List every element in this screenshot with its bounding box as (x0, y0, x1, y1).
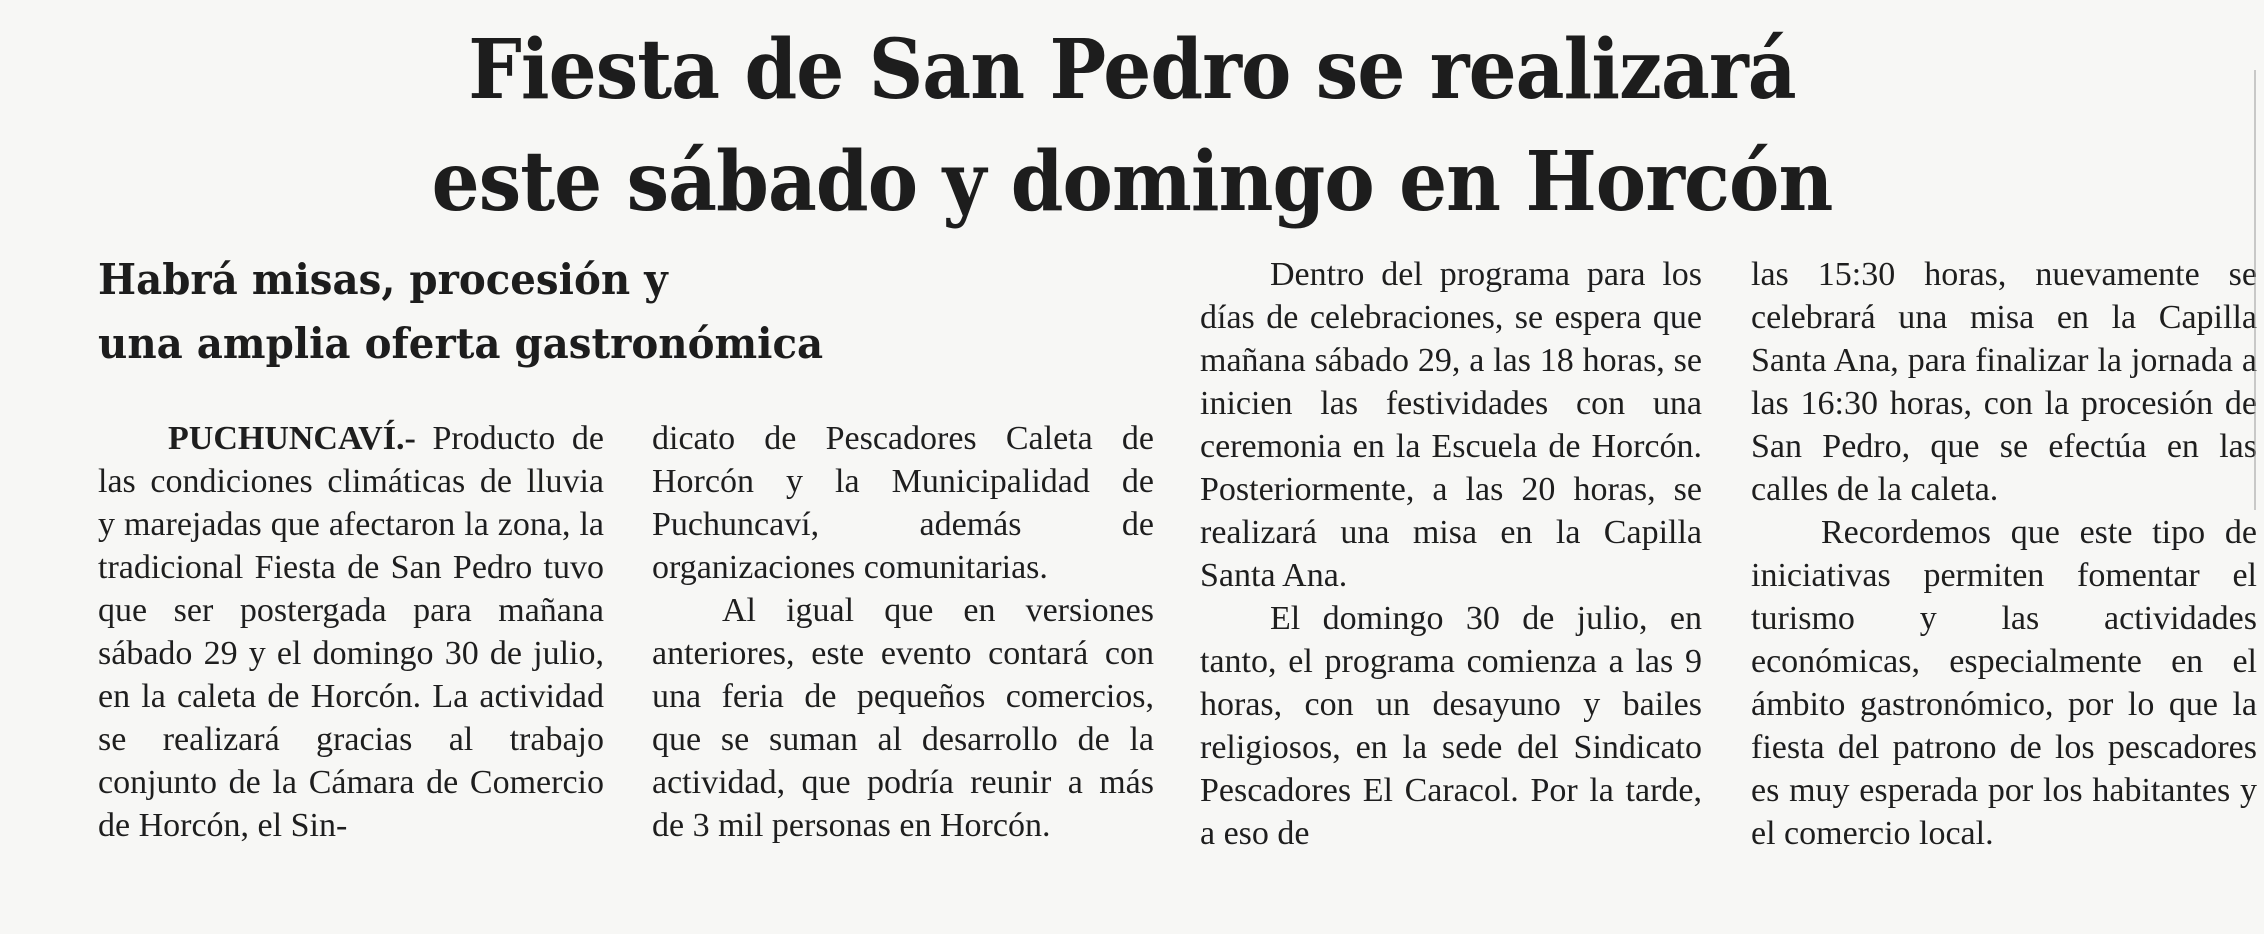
paragraph-2: Al igual que en versiones anteriores, este evento contará con una feria de pequeños comercios, que se suman al desarrollo de la actividad, que podría reunir a más de 3 mil personas en Horcón. (652, 592, 1154, 844)
headline (91, 14, 2174, 238)
article-column-1 (98, 417, 604, 847)
paragraph-4: El domingo 30 de julio, en tanto, el programa comienza a las 9 horas, con un desayuno y bailes religiosos, en la sede del Sindicato Pescadores El Caracol. Por la tarde, a eso de (1200, 600, 1702, 852)
paragraph-1-text: Producto de las condiciones climáticas de lluvia y marejadas que afectaron la zona, la tradicional Fiesta de San Pedro tuvo que ser postergada para mañana sábado 29 y el domingo 30 de julio, en la caleta de Horcón. La actividad se realizará gracias al trabajo conjunto de la Cámara de Comercio de Horcón, el Sin- (98, 420, 604, 844)
subheadline (98, 248, 1106, 376)
paragraph-5: Recordemos que este tipo de iniciativas permiten fomentar el turismo y las actividades económicas, especialmente en el ámbito gastronómico, por lo que la fiesta del patrono de los pescadores es muy esperada por los habitantes y el comercio local. (1751, 514, 2257, 852)
page-edge-divider (2254, 70, 2264, 510)
headline-line-2: este sábado y domingo en Horcón (431, 134, 1833, 230)
dateline: PUCHUNCAVÍ.- (168, 420, 416, 457)
paragraph-3: Dentro del programa para los días de celebraciones, se espera que mañana sábado 29, a las 18 horas, se inicien las festividades con una ceremonia en la Escuela de Horcón. Posteriormente, a las 20 horas, se realizará una misa en la Capilla Santa Ana. (1200, 256, 1702, 594)
headline-line-1: Fiesta de San Pedro se realizará (468, 22, 1796, 118)
paragraph-1 (98, 417, 604, 847)
article-column-2 (652, 417, 1154, 847)
paragraph-4-continued: las 15:30 horas, nuevamente se celebrará una misa en la Capilla Santa Ana, para finalizar la jornada a las 16:30 horas, con la procesión de San Pedro, que se efectúa en las calles de la caleta. (1751, 256, 2257, 508)
subheadline-line-1: Habrá misas, procesión y (98, 255, 668, 304)
article-column-3 (1200, 253, 1702, 855)
subheadline-line-2: una amplia oferta gastronómica (98, 319, 824, 368)
paragraph-1-continued: dicato de Pescadores Caleta de Horcón y la Municipalidad de Puchuncaví, además de organizaciones comunitarias. (652, 420, 1154, 586)
article-column-4 (1751, 253, 2257, 855)
